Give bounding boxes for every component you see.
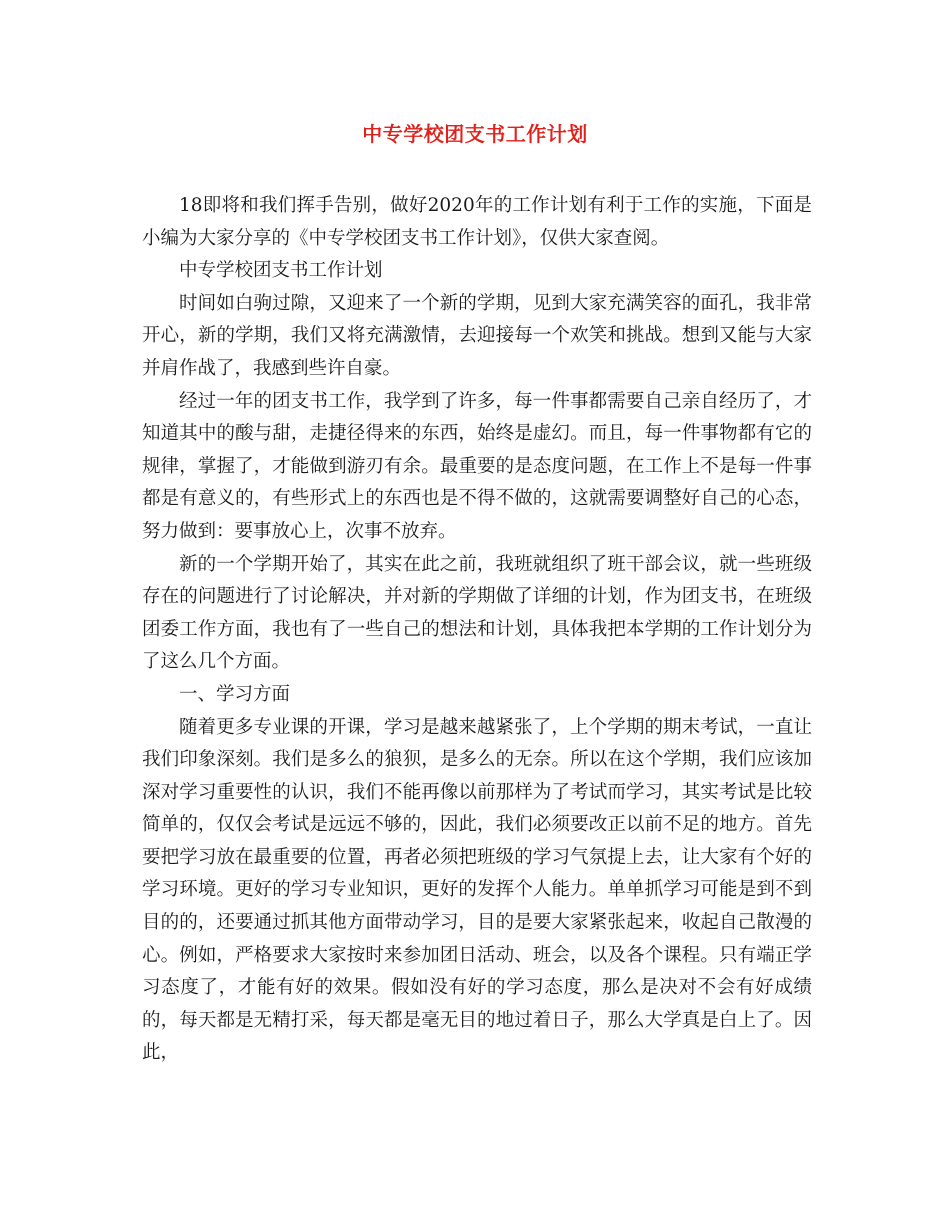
document-title: 中专学校团支书工作计划 [362,122,588,146]
body-paragraph: 时间如白驹过隙，又迎来了一个新的学期，见到大家充满笑容的面孔，我非常开心，新的学期，我们又将充满激情，去迎接每一个欢笑和挑战。想到又能与大家并肩作战了，我感到些许自豪。 [142,292,812,379]
body-paragraph: 经过一年的团支书工作，我学到了许多，每一件事都需要自己亲自经历了，才知道其中的酸与甜，走捷径得来的东西，始终是虚幻。而且，每一件事物都有它的规律，掌握了，才能做到游刃有余。最重要的是态度问题，在工作上不是每一件事都是有意义的，有些形式上的东西也是不得不做的，这就需要调整好自己的心态，努力做到：要事放心上，次事不放弃。 [142,390,812,542]
subheading: 中专学校团支书工作计划 [179,260,383,282]
body-paragraph: 新的一个学期开始了，其实在此之前，我班就组织了班干部会议，就一些班级存在的问题进行了讨论解决，并对新的学期做了详细的计划，作为团支书，在班级团委工作方面，我也有了一些自己的想法和计划，具体我把本学期的工作计划分为了这么几个方面。 [142,553,812,673]
intro-paragraph: 18即将和我们挥手告别，做好2020年的工作计划有利于工作的实施，下面是小编为大家分享的《中专学校团支书工作计划》，仅供大家查阅。 [142,195,812,249]
section-heading-study: 一、学习方面 [179,683,291,705]
body-paragraph: 随着更多专业课的开课，学习是越来越紧张了，上个学期的期末考试，一直让我们印象深刻。我们是多么的狼狈，是多么的无奈。所以在这个学期，我们应该加深对学习重要性的认识，我们不能再像以前那样为了考试而学习，其实考试是比较简单的，仅仅会考试是远远不够的，因此，我们必须要改正以前不足的地方。首先要把学习放在最重要的位置，再者必须把班级的学习气氛提上去，让大家有个好的学习环境。更好的学习专业知识，更好的发挥个人能力。单单抓学习可能是到不到目的的，还要通过抓其他方面带动学习，目的是要大家紧张起来，收起自己散漫的心。例如，严格要求大家按时来参加团日活动、班会，以及各个课程。只有端正学习态度了，才能有好的效果。假如没有好的学习态度，那么是决对不会有好成绩的，每天都是无精打采，每天都是毫无目的地过着日子，那么大学真是白上了。因此， [142,716,812,1064]
document-body [142,190,812,1070]
